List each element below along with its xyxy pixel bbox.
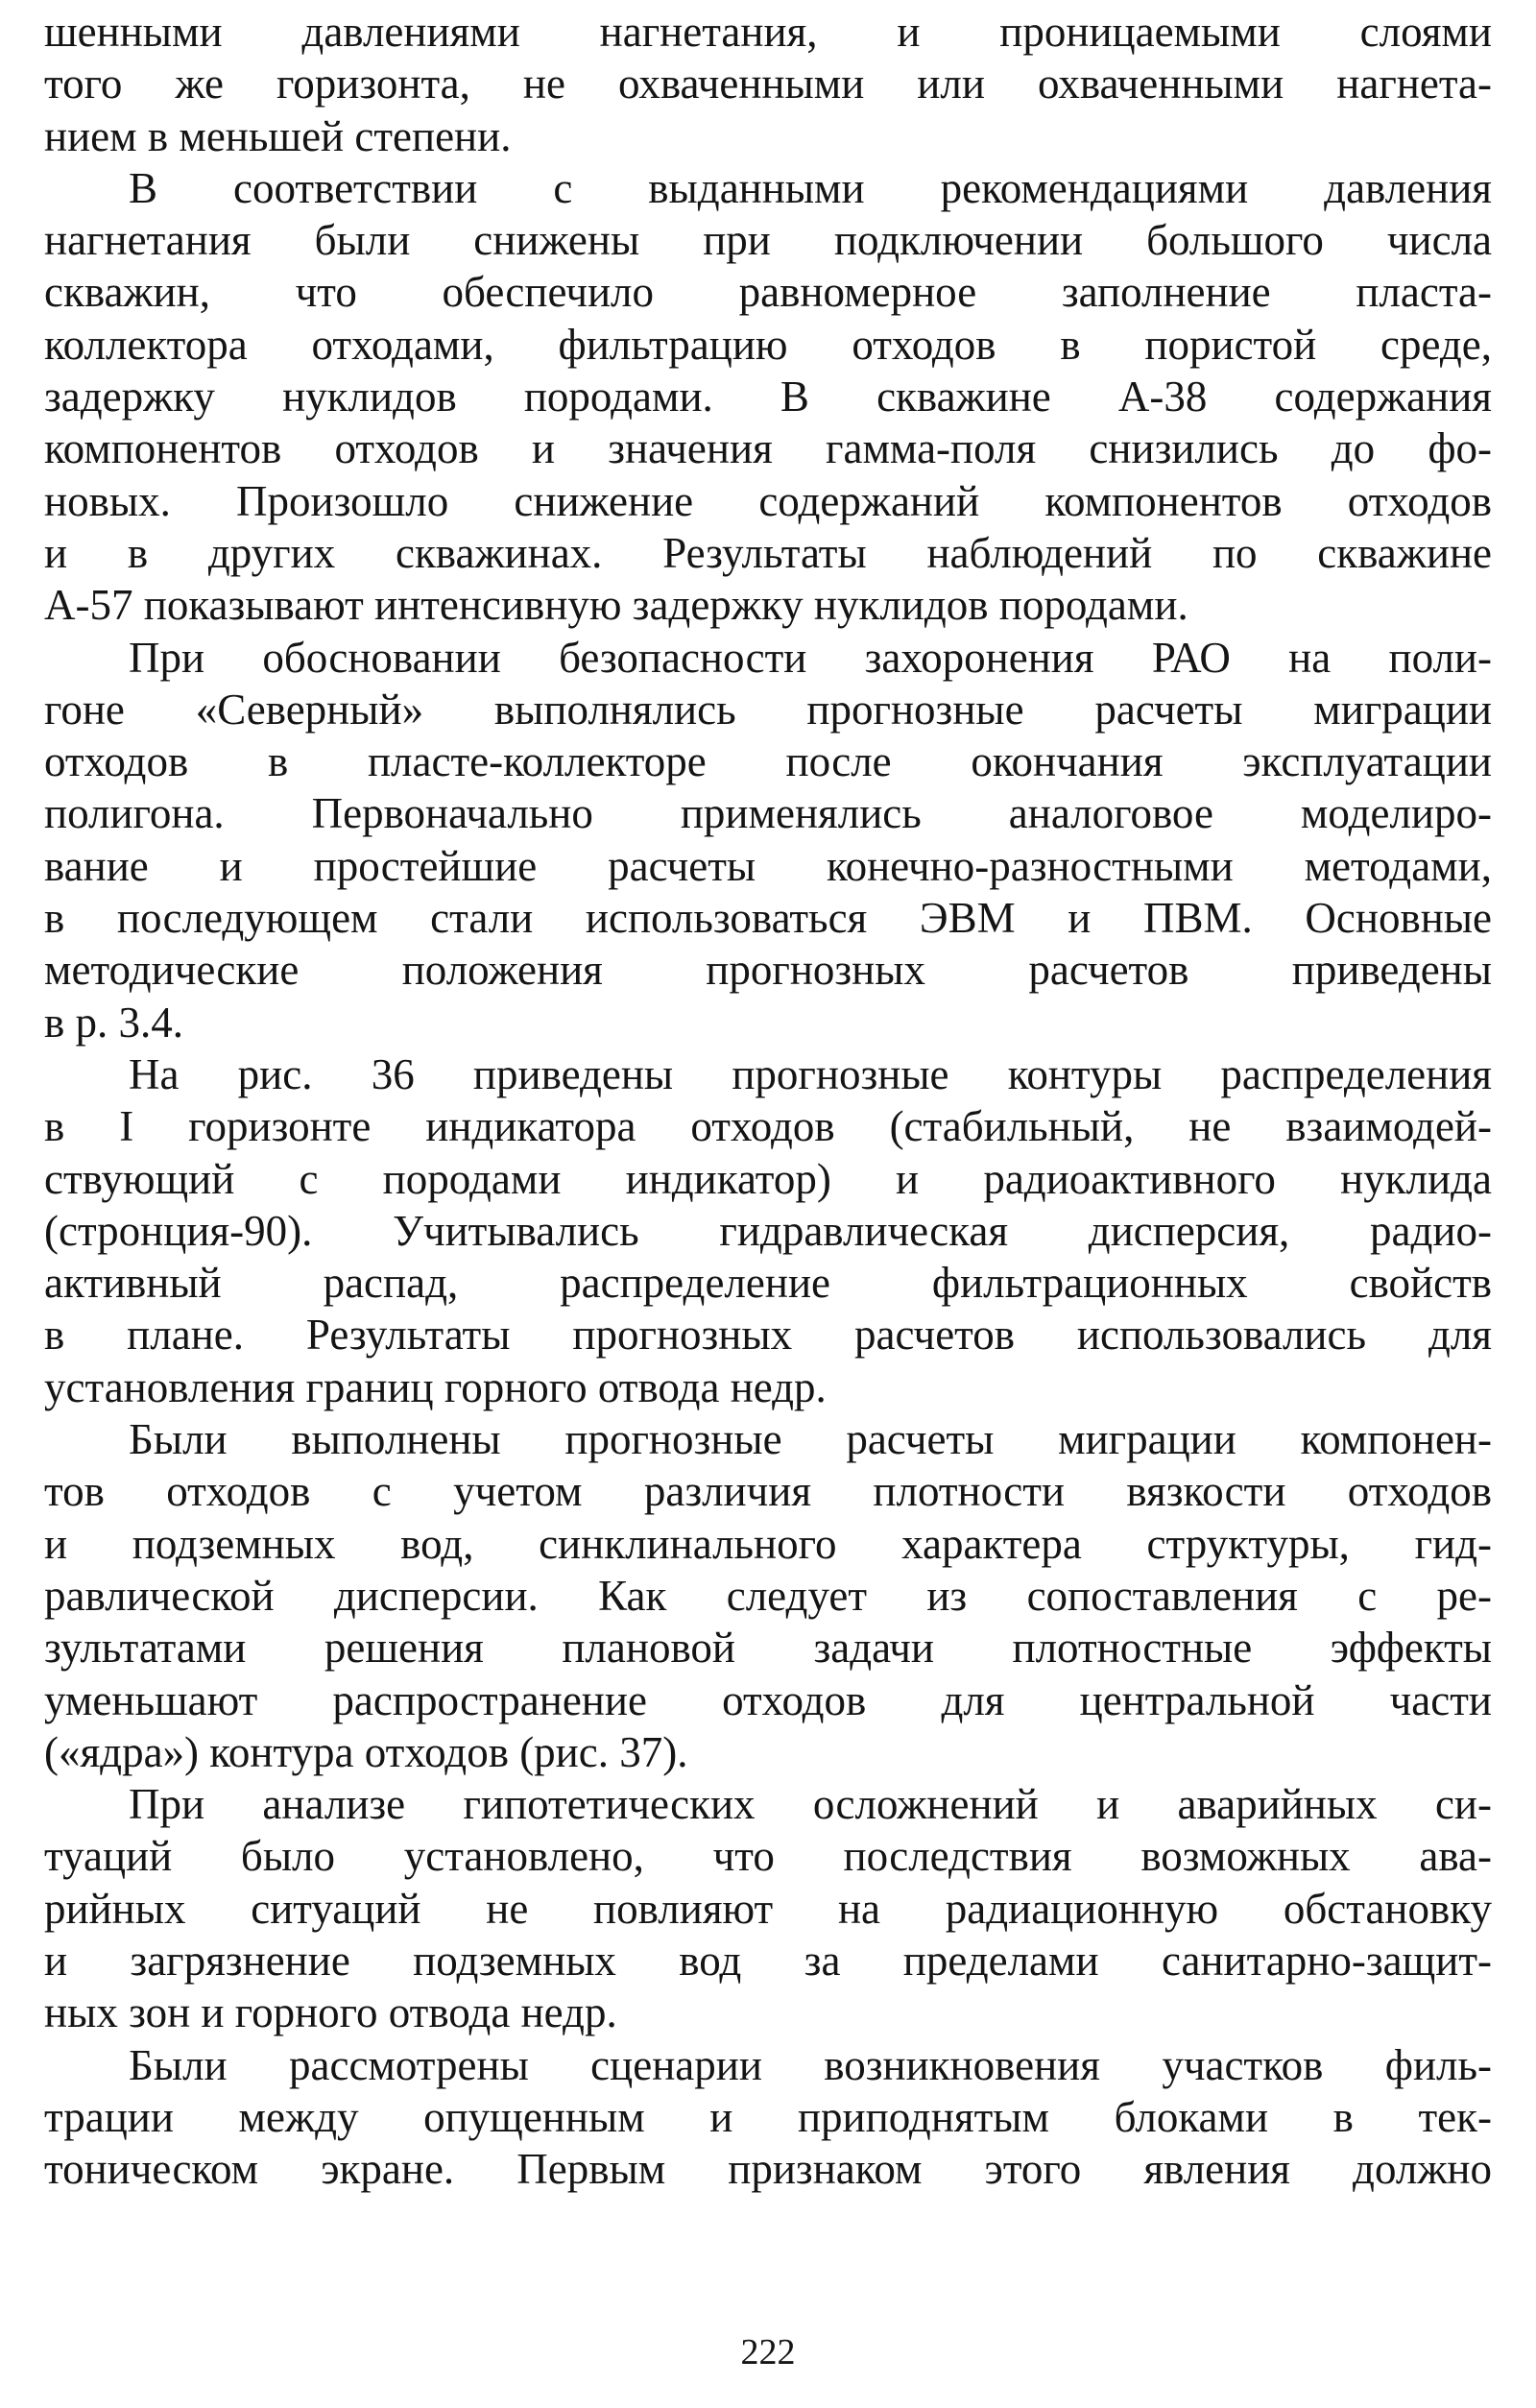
text-line: равлической дисперсии. Как следует из сопоставления с ре-	[44, 1571, 1492, 1620]
page-number: 222	[740, 2332, 796, 2372]
text-line: отходов в пласте-коллекторе после окончания эксплуатации	[44, 737, 1492, 786]
text-line: туаций было установлено, что последствия возможных ава-	[44, 1832, 1492, 1881]
text-line: в р. 3.4.	[44, 998, 183, 1047]
text-line: Были выполнены прогнозные расчеты миграции компонен-	[129, 1415, 1492, 1464]
text-line: (стронция-90). Учитывались гидравлическая дисперсия, радио-	[44, 1206, 1492, 1255]
text-line: шенными давлениями нагнетания, и проницаемыми слоями	[44, 8, 1492, 56]
paragraph	[44, 632, 1492, 1048]
text-line: тов отходов с учетом различия плотности вязкости отходов	[44, 1467, 1492, 1516]
text-line: Были рассмотрены сценарии возникновения участков филь-	[129, 2040, 1492, 2089]
text-line: гоне «Северный» выполнялись прогнозные расчеты миграции	[44, 685, 1492, 734]
text-line: задержку нуклидов породами. В скважине А-38 содержания	[44, 373, 1492, 421]
text-line: активный распад, распределение фильтрационных свойств	[44, 1259, 1492, 1308]
text-line: При анализе гипотетических осложнений и аварийных си-	[129, 1780, 1492, 1829]
text-line: («ядра») контура отходов (рис. 37).	[44, 1727, 688, 1776]
paragraph	[44, 2039, 1492, 2196]
paragraph	[44, 162, 1492, 632]
text-line: ствующий с породами индикатор) и радиоактивного нуклида	[44, 1154, 1492, 1203]
text-line: вание и простейшие расчеты конечно-разностными методами,	[44, 841, 1492, 890]
text-line: и в других скважинах. Результаты наблюдений по скважине	[44, 528, 1492, 577]
text-line: скважин, что обеспечило равномерное заполнение пласта-	[44, 268, 1492, 317]
paragraph	[44, 1413, 1492, 1778]
text-line: того же горизонта, не охваченными или охваченными нагнета-	[44, 60, 1492, 108]
text-line: и загрязнение подземных вод за пределами санитарно-защит-	[44, 1936, 1492, 1985]
paragraph	[44, 1778, 1492, 2038]
text-line: нагнетания были снижены при подключении большого числа	[44, 216, 1492, 265]
text-line: нием в меньшей степени.	[44, 111, 512, 160]
text-line: компонентов отходов и значения гамма-поля снизились до фо-	[44, 424, 1492, 473]
paragraph	[44, 6, 1492, 162]
text-line: методические положения прогнозных расчетов приведены	[44, 946, 1492, 995]
text-line: рийных ситуаций не повлияют на радиационную обстановку	[44, 1884, 1492, 1933]
text-line: В соответствии с выданными рекомендациями давления	[129, 163, 1492, 212]
text-line: ных зон и горного отвода недр.	[44, 1988, 617, 2037]
text-line: полигона. Первоначально применялись аналоговое моделиро-	[44, 789, 1492, 838]
text-line: уменьшают распространение отходов для центральной части	[44, 1675, 1492, 1724]
text-line: новых. Произошло снижение содержаний компонентов отходов	[44, 476, 1492, 525]
text-line: трации между опущенным и приподнятым блоками в тек-	[44, 2092, 1492, 2141]
text-line: и подземных вод, синклинального характера структуры, гид-	[44, 1519, 1492, 1568]
body-text	[44, 6, 1492, 2195]
text-line: А-57 показывают интенсивную задержку нуклидов породами.	[44, 581, 1188, 630]
text-line: коллектора отходами, фильтрацию отходов в пористой среде,	[44, 320, 1492, 369]
text-line: тоническом экране. Первым признаком этого явления должно	[44, 2145, 1492, 2194]
text-line: При обосновании безопасности захоронения РАО на поли-	[129, 633, 1492, 682]
text-line: в I горизонте индикатора отходов (стабильный, не взаимодей-	[44, 1102, 1492, 1151]
paragraph	[44, 1048, 1492, 1413]
text-line: в плане. Результаты прогнозных расчетов использовались для	[44, 1311, 1492, 1360]
text-line: На рис. 36 приведены прогнозные контуры распределения	[129, 1049, 1492, 1098]
text-line: зультатами решения плановой задачи плотностные эффекты	[44, 1624, 1492, 1673]
text-line: в последующем стали использоваться ЭВМ и ПВМ. Основные	[44, 894, 1492, 943]
text-line: установления границ горного отвода недр.	[44, 1362, 827, 1411]
